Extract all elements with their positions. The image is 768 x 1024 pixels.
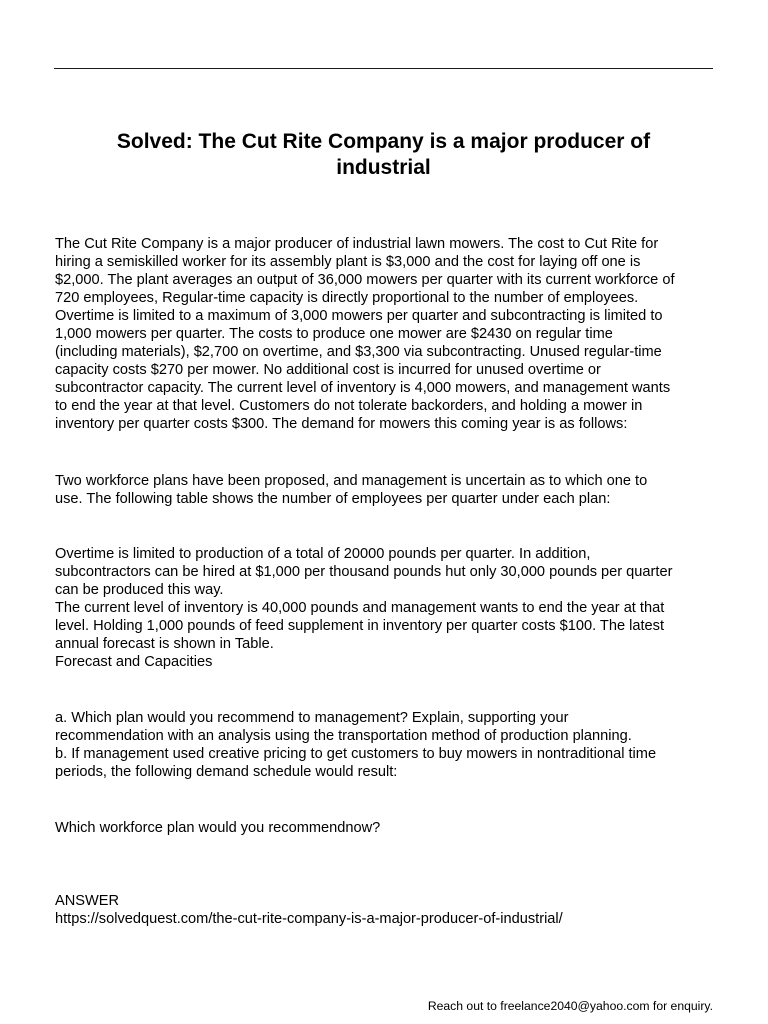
text-line: Overtime is limited to production of a total of 20000 pounds per quarter. In addition, (55, 546, 591, 562)
text-line: (including materials), $2,700 on overtime, and $3,300 via subcontracting. Unused regular-time (55, 344, 662, 360)
text-line: annual forecast is shown in Table. (55, 636, 274, 652)
text-line: subcontractor capacity. The current level of inventory is 4,000 mowers, and management wants (55, 380, 671, 396)
text-line: b. If management used creative pricing to get customers to buy mowers in nontraditional time (55, 746, 657, 762)
answer-link[interactable]: https://solvedquest.com/the-cut-rite-company-is-a-major-producer-of-industrial/ (55, 911, 563, 927)
intro-paragraph (55, 235, 723, 433)
workforce-plans-paragraph (55, 472, 723, 508)
text-line: Overtime is limited to a maximum of 3,000 mowers per quarter and subcontracting is limited to (55, 308, 663, 324)
text-line: Forecast and Capacities (55, 654, 213, 670)
footer-contact: Reach out to freelance2040@yahoo.com for enquiry. (427, 999, 713, 1013)
answer-label: ANSWER (55, 893, 120, 909)
document-title (54, 129, 713, 181)
answer-section (55, 892, 723, 928)
text-line: subcontractors can be hired at $1,000 per thousand pounds hut only 30,000 pounds per quarter (55, 564, 673, 580)
overtime-paragraph (55, 545, 723, 671)
text-line: The Cut Rite Company is a major producer of industrial lawn mowers. The cost to Cut Rite for (55, 236, 659, 252)
text-line: level. Holding 1,000 pounds of feed supplement in inventory per quarter costs $100. The latest (55, 618, 664, 634)
title-line: Solved: The Cut Rite Company is a major producer of (116, 130, 651, 153)
text-line: 720 employees, Regular-time capacity is directly proportional to the number of employees. (55, 290, 639, 306)
title-line: industrial (336, 156, 431, 179)
header-divider (54, 68, 713, 69)
text-line: periods, the following demand schedule would result: (55, 764, 398, 780)
text-line: $2,000. The plant averages an output of 36,000 mowers per quarter with its current workforce of (55, 272, 675, 288)
text-line: Which workforce plan would you recommendnow? (55, 820, 381, 836)
text-line: Two workforce plans have been proposed, and management is uncertain as to which one to (55, 473, 648, 489)
text-line: can be produced this way. (55, 582, 224, 598)
questions-paragraph (55, 709, 723, 781)
text-line: recommendation with an analysis using the transportation method of production planning. (55, 728, 632, 744)
text-line: use. The following table shows the number of employees per quarter under each plan: (55, 491, 611, 507)
text-line: 1,000 mowers per quarter. The costs to produce one mower are $2430 on regular time (55, 326, 613, 342)
text-line: a. Which plan would you recommend to management? Explain, supporting your (55, 710, 569, 726)
text-line: to end the year at that level. Customers do not tolerate backorders, and holding a mower in (55, 398, 643, 414)
text-line: The current level of inventory is 40,000 pounds and management wants to end the year at that (55, 600, 665, 616)
final-question-paragraph (55, 819, 723, 837)
text-line: capacity costs $270 per mower. No additional cost is incurred for unused overtime or (55, 362, 601, 378)
text-line: hiring a semiskilled worker for its assembly plant is $3,000 and the cost for laying off one is (55, 254, 641, 270)
text-line: inventory per quarter costs $300. The demand for mowers this coming year is as follows: (55, 416, 628, 432)
